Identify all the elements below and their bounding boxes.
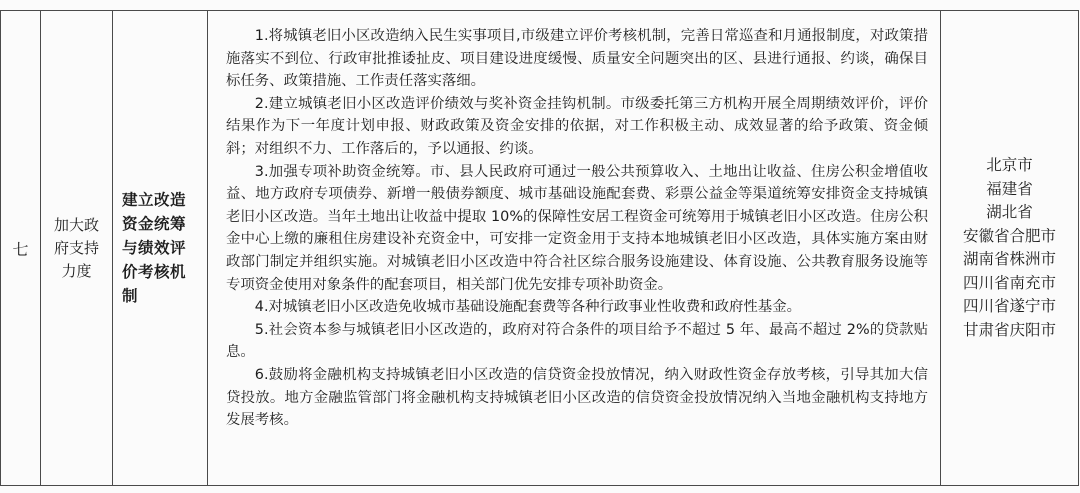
city-item: 北京市 <box>986 156 1033 174</box>
measure-item: 4.对城镇老旧小区改造免收城市基础设施配套费等各种行政事业性收费和政府性基金。 <box>254 299 801 316</box>
measure-item: 5.社会资本参与城镇老旧小区改造的，政府对符合条件的项目给予不超过 5 年、最高不超过 2%的贷款贴息。 <box>226 321 928 361</box>
measure-item: 3.加强专项补助资金统筹。市、县人民政府可通过一般公共预算收入、土地出让收益、住房公积金增值收益、地方政府专项债券、新增一般债券额度、城市基础设施配套费、彩票公益金等渠道统筹安排资金支持城镇老旧小区改造。当年土地出让收益中提取 10%的保障性安居工程资金可统筹用于城镇老旧小区改造。住房公积金中心上缴的廉租住房建设补充资金中，可安排一定资金用于支持本地城镇老旧小区改造，具体实施方案由财政部门制定并组织实施。对城镇老旧小区改造中符合社区综合服务设施建设、体育设施、公共教育服务设施等专项资金使用对象条件的配套项目，相关部门优先安排专项补助资金。 <box>226 163 928 293</box>
city-item: 四川省南充市 <box>962 273 1056 292</box>
measure-item: 1.将城镇老旧小区改造纳入民生实事项目,市级建立评价考核机制，完善日常巡查和月通报制度，对政策措施落实不到位、行政审批推诿扯皮、项目建设进度缓慢、质量安全问题突出的区、县进行通报、约谈，确保目标任务、政策措施、工作责任落实落细。 <box>226 28 928 90</box>
city-item: 福建省 <box>986 179 1033 198</box>
measure-item: 6.鼓励将金融机构支持城镇老旧小区改造的信贷资金投放情况，纳入财政性资金存放考核，引导其加大信贷投放。地方金融监管部门将金融机构支持城镇老旧小区改造的信贷资金投放情况纳入当地金融机构支持地方发展考核。 <box>226 366 928 429</box>
city-item: 四川省遂宁市 <box>962 297 1056 315</box>
policy-table <box>0 10 1079 486</box>
city-item: 湖南省株洲市 <box>962 250 1056 268</box>
key-task: 建立改造资金统筹与绩效评价考核机制 <box>113 11 208 486</box>
policy-area: 加大政府支持力度 <box>41 11 113 486</box>
row-number: 七 <box>1 11 41 486</box>
city-item: 甘肃省庆阳市 <box>962 320 1056 339</box>
table-row <box>1 11 1079 486</box>
measure-item: 2.建立城镇老旧小区改造评价绩效与奖补资金挂钩机制。市级委托第三方机构开展全周期绩效评价，评价结果作为下一年度计划申报、财政政策及资金安排的依据，对工作积极主动、成效显著的给予政策、资金倾斜；对组织不力、工作落后的，予以通报、约谈。 <box>226 95 928 157</box>
city-item: 安徽省合肥市 <box>962 226 1056 245</box>
measures-cell <box>208 11 941 486</box>
city-item: 湖北省 <box>986 203 1033 221</box>
cities-cell <box>941 11 1079 486</box>
